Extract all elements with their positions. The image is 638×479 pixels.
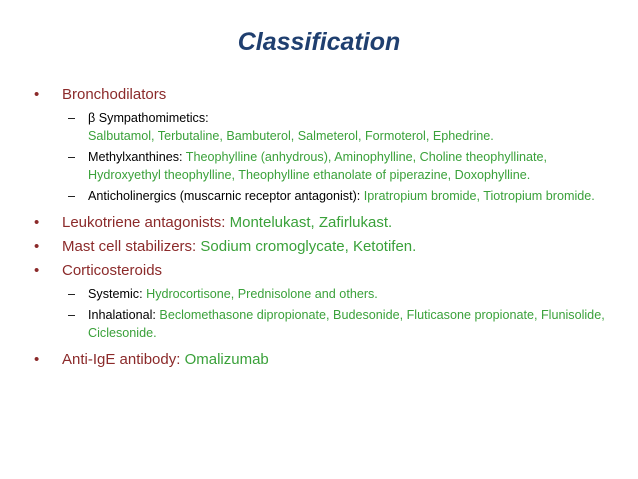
bullet-icon: • bbox=[34, 214, 40, 231]
category-label: Anti-IgE antibody: bbox=[62, 351, 185, 368]
category-label: Leukotriene antagonists: bbox=[62, 214, 230, 231]
dash-icon: – bbox=[68, 189, 76, 203]
drug-names: Hydrocortisone, Prednisolone and others. bbox=[146, 287, 378, 301]
dash-icon: – bbox=[68, 111, 76, 125]
list-item-anti-ige-antibody bbox=[32, 350, 622, 370]
subcategory-label: β Sympathomimetics: bbox=[88, 111, 209, 125]
subcategory-label: Methylxanthines: bbox=[88, 150, 186, 164]
drug-names: Salbutamol, Terbutaline, Bambuterol, Salmeterol, Formoterol, Ephedrine. bbox=[88, 129, 494, 143]
drug-names: Omalizumab bbox=[184, 351, 269, 368]
subitem-methylxanthines bbox=[32, 148, 622, 184]
subcategory-label: Anticholinergics (muscarnic receptor antagonist): bbox=[88, 189, 364, 203]
list-item-mast-cell-stabilizers bbox=[32, 237, 622, 257]
bullet-icon: • bbox=[34, 86, 40, 103]
dash-icon: – bbox=[68, 308, 76, 322]
subitem-systemic bbox=[32, 285, 622, 303]
corticosteroids-sublist bbox=[32, 285, 622, 342]
bullet-icon: • bbox=[34, 262, 40, 279]
drug-names: Beclomethasone dipropionate, Budesonide, Fluticasone propionate, Flunisolide, Ciclesonide. bbox=[88, 308, 605, 340]
list-item-leukotriene-antagonists bbox=[32, 213, 622, 233]
drug-names: Ipratropium bromide, Tiotropium bromide. bbox=[363, 189, 595, 203]
classification-list bbox=[32, 85, 622, 374]
slide-title: Classification bbox=[237, 28, 401, 56]
category-label: Mast cell stabilizers: bbox=[62, 238, 201, 255]
drug-names: Montelukast, Zafirlukast. bbox=[229, 214, 393, 231]
drug-names: Sodium cromoglycate, Ketotifen. bbox=[200, 238, 417, 255]
subitem-anticholinergics bbox=[32, 187, 622, 205]
bullet-icon: • bbox=[34, 238, 40, 255]
subcategory-label: Systemic: bbox=[88, 287, 147, 301]
subcategory-label: Inhalational: bbox=[88, 308, 160, 322]
drug-names: Theophylline (anhydrous), Aminophylline, Choline theophyllinate, Hydroxyethyl theophylline, Theophylline ethanolate of piperazine, Doxophylline. bbox=[88, 150, 548, 182]
subitem-beta-sympathomimetics bbox=[32, 109, 622, 145]
bullet-icon: • bbox=[34, 351, 40, 368]
list-item-corticosteroids bbox=[32, 261, 622, 281]
list-item-bronchodilators bbox=[32, 85, 622, 105]
category-label: Bronchodilators bbox=[62, 86, 167, 103]
category-label: Corticosteroids bbox=[62, 262, 163, 279]
dash-icon: – bbox=[68, 150, 76, 164]
dash-icon: – bbox=[68, 287, 76, 301]
subitem-inhalational bbox=[32, 306, 622, 342]
bronchodilators-sublist bbox=[32, 109, 622, 205]
